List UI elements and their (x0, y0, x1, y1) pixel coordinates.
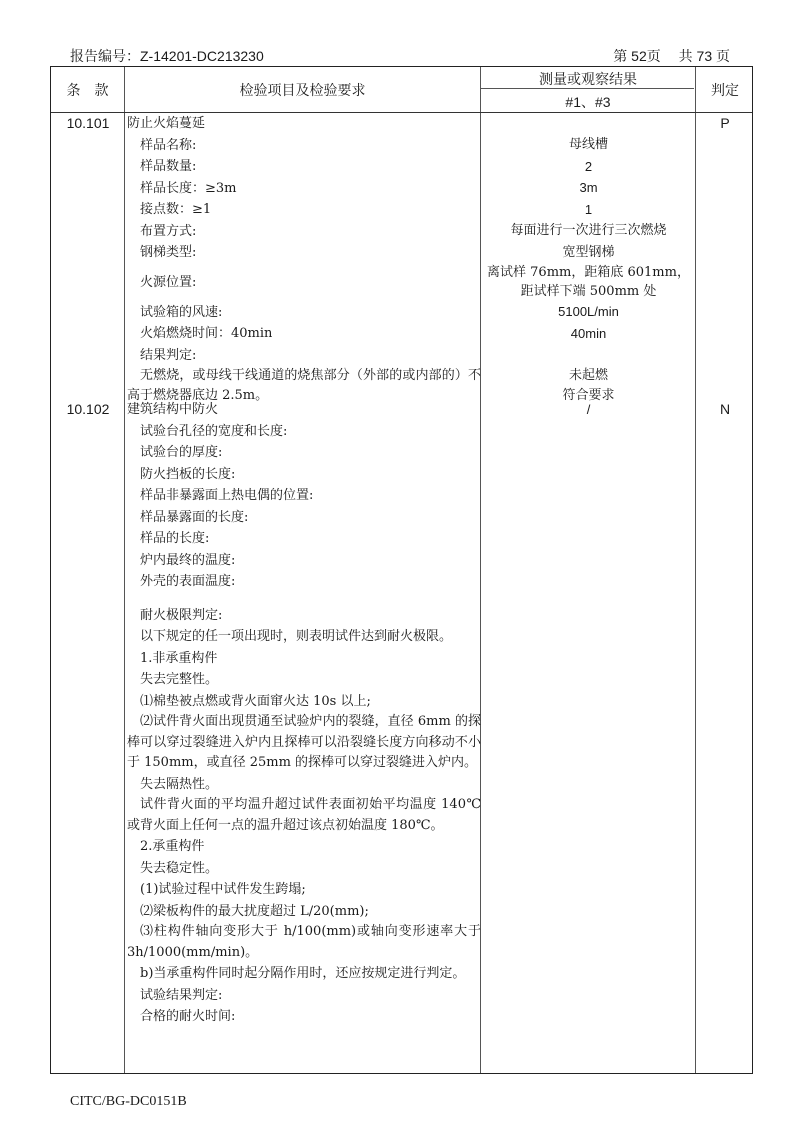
requirement-item: 火焰燃烧时间：40min (140, 326, 273, 341)
header-requirement: 检验项目及检验要求 (239, 82, 366, 98)
result-value: / (586, 402, 591, 417)
result-value: 离试样 76mm，距箱底 601mm， (487, 265, 690, 280)
verdict-value: P (720, 115, 730, 131)
result-block-10-101 (481, 134, 696, 406)
page-total: 共 73 页 (678, 48, 730, 64)
criteria-line: 合格的耐火时间: (140, 1009, 236, 1024)
result-value: 1 (584, 201, 593, 217)
spacer (127, 593, 481, 605)
criteria-line: 试验结果判定: (140, 987, 223, 1003)
requirement-item: 无燃烧，或母线干线通道的烧焦部分（外部的或内部的）不高于燃烧器底边 2.5m。 (127, 368, 481, 403)
report-header (70, 46, 730, 66)
criteria-line: 失去隔热性。 (140, 776, 219, 792)
requirement-item: 接点数：≥1 (140, 202, 212, 217)
criteria-line: 以下规定的任一项出现时，则表明试件达到耐火极限。 (140, 629, 453, 644)
requirement-item: 结果判定: (140, 347, 197, 363)
criteria-line: 1.非承重构件 (140, 650, 218, 666)
requirement-item: 外壳的表面温度: (140, 574, 236, 589)
requirement-item: 样品暴露面的长度: (140, 509, 249, 525)
criteria-line: 耐火极限判定: (140, 607, 223, 623)
header-clause: 条 款 (66, 82, 109, 98)
result-value: 3m (579, 180, 598, 195)
requirement-block-10-101 (127, 113, 481, 406)
page-current: 第 52页 (613, 48, 661, 64)
clause-number: 10.101 (66, 115, 110, 131)
criteria-line: 失去稳定性。 (140, 860, 219, 876)
requirement-item: 试验台的厚度: (140, 445, 223, 460)
result-value: 每面进行一次进行三次燃烧 (510, 223, 667, 238)
requirement-item: 钢梯类型: (140, 245, 197, 260)
header-result: 测量或观察结果 (539, 71, 637, 87)
clause-number: 10.102 (66, 401, 110, 417)
result-value: 距试样下端 500mm 处 (520, 284, 657, 299)
requirement-item: 布置方式: (140, 223, 197, 239)
result-value: 40min (570, 325, 607, 341)
result-value: 宽型钢梯 (562, 244, 615, 260)
requirement-block-10-102 (127, 399, 481, 1028)
requirement-item: 样品数量: (140, 159, 197, 174)
requirement-item: 试验箱的风速: (140, 304, 223, 320)
requirement-item: 防火挡板的长度: (140, 466, 236, 482)
requirement-item: 试验台孔径的宽度和长度: (140, 423, 288, 439)
requirement-item: 炉内最终的温度: (140, 552, 236, 568)
form-code: CITC/BG-DC0151B (70, 1094, 187, 1109)
section-title: 防止火焰蔓延 (127, 116, 206, 131)
criteria-line: ⑵试件背火面出现贯通至试验炉内的裂缝，直径 6mm 的探棒可以穿过裂缝进入炉内且探棒可以沿裂缝长度方向移动不小于 150mm，或直径 25mm 的探棒可以穿过裂缝进入炉内。 (127, 714, 481, 770)
criteria-line: 失去完整性。 (140, 672, 219, 687)
criteria-line: b)当承重构件同时起分隔作用时，还应按规定进行判定。 (140, 966, 466, 981)
result-value: 符合要求 (562, 387, 615, 403)
result-block-10-102 (481, 399, 696, 421)
requirement-item: 样品的长度: (140, 531, 210, 546)
result-value: 2 (584, 158, 593, 174)
criteria-line: 2.承重构件 (140, 839, 205, 854)
report-number: 报告编号：Z-14201-DC213230 (70, 48, 264, 64)
requirement-item: 样品名称: (140, 137, 197, 153)
result-value: 未起燃 (568, 367, 608, 383)
requirement-item: 样品非暴露面上热电偶的位置: (140, 488, 314, 503)
criteria-line: ⑴棉垫被点燃或背火面窜火达 10s 以上; (140, 693, 371, 709)
section-title: 建筑结构中防火 (127, 402, 219, 417)
requirement-item: 样品长度：≥3m (140, 180, 237, 196)
inspection-table (50, 66, 753, 1074)
result-value: 5100L/min (558, 304, 619, 319)
result-value (481, 344, 696, 366)
criteria-line: ⑶柱构件轴向变形大于 h/100(mm)或轴向变形速率大于 3h/1000(mm/min)。 (127, 924, 481, 960)
requirement-item: 火源位置: (140, 274, 197, 290)
column-divider (124, 67, 125, 1073)
criteria-line: ⑵梁板构件的最大扰度超过 L/20(mm); (140, 903, 369, 919)
header-verdict: 判定 (711, 82, 739, 98)
verdict-value: N (719, 401, 731, 417)
criteria-line: 试件背火面的平均温升超过试件表面初始平均温度 140℃或背火面上任何一点的温升超过该点初始温度 180℃。 (127, 797, 481, 833)
criteria-line: (1)试验过程中试件发生跨塌; (140, 882, 306, 897)
page-info (599, 46, 730, 66)
header-samples: #1、#3 (565, 94, 611, 110)
result-value: 母线槽 (568, 137, 608, 152)
